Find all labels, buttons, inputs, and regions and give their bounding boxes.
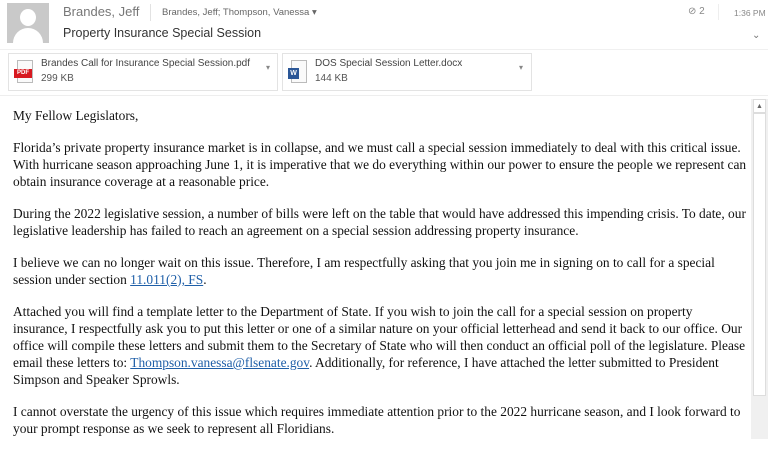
paragraph <box>13 254 749 288</box>
recipients-label: Brandes, Jeff; Thompson, Vanessa <box>162 7 310 18</box>
recipients[interactable] <box>162 7 317 18</box>
text: . Additionally, for reference, I have attached the letter submitted to President Simpson and Speaker Sprowls. <box>13 355 719 387</box>
received-time: 1:36 PM <box>734 8 766 18</box>
attachment-docx[interactable] <box>282 53 532 91</box>
attachment-count[interactable] <box>688 6 705 17</box>
chevron-down-icon: ▾ <box>311 7 317 18</box>
greeting: My Fellow Legislators, <box>13 108 139 123</box>
divider <box>0 49 768 50</box>
paragraph: Florida’s private property insurance market is in collapse, and we must call a special session immediately to deal with this critical issue. With hurricane season approaching June 1, it is imperative that we do everything within our power to ensure the people we represent can obtain insurance coverage at a reasonable price. <box>13 140 747 189</box>
paragraph: During the 2022 legislative session, a number of bills were left on the table that would have addressed this impending crisis. To date, our legislative leadership has failed to reach an agreement on a special session addressing property insurance. <box>13 206 746 238</box>
attachment-pdf[interactable] <box>8 53 278 91</box>
attachment-menu-chevron-icon[interactable]: ▾ <box>519 63 524 72</box>
vertical-scrollbar[interactable] <box>751 99 768 439</box>
email-body <box>13 107 749 452</box>
text: I believe we can no longer wait on this issue. Therefore, I am respectfully asking that you join me in signing on to call for a special session under section <box>13 255 715 287</box>
attachment-name: DOS Special Session Letter.docx <box>315 58 463 69</box>
scrollbar-thumb[interactable] <box>753 113 766 396</box>
email-subject: Property Insurance Special Session <box>63 26 262 40</box>
attachment-name: Brandes Call for Insurance Special Session.pdf <box>41 58 251 69</box>
statute-link[interactable]: 11.011(2), FS <box>130 272 204 287</box>
text: Attached you will find a template letter to the Department of State. If you wish to join the call for a special session on property insurance, I respectfully ask you to put this letter or one of a similar nature on your official letterhead and send it back to our office. Our office will compile these letters and submit them to the Secretary of State who will then conduct an official poll of the legislature. Please email these letters to: <box>13 304 746 370</box>
paragraph <box>13 303 749 388</box>
pdf-file-icon: PDF <box>14 60 34 84</box>
sender-name[interactable]: Brandes, Jeff <box>63 4 140 19</box>
divider <box>0 95 768 96</box>
attachment-menu-chevron-icon[interactable]: ▾ <box>266 63 271 72</box>
attachment-count-value: 2 <box>699 6 705 17</box>
text: . <box>203 272 207 287</box>
word-file-icon: W <box>288 60 308 84</box>
paperclip-icon: ⊘ <box>688 6 697 17</box>
paragraph: I cannot overstate the urgency of this issue which requires immediate attention prior to the 2022 hurricane season, and I look forward to your prompt response as we seek to represent all Floridians. <box>13 404 741 436</box>
email-link[interactable]: Thompson.vanessa@flsenate.gov <box>130 355 310 370</box>
divider <box>718 4 719 20</box>
scroll-up-arrow-icon[interactable]: ▲ <box>753 99 766 113</box>
expand-chevron-icon[interactable]: ⌄ <box>752 30 761 41</box>
avatar <box>7 3 49 43</box>
attachment-size: 299 KB <box>41 73 74 84</box>
divider <box>150 4 151 21</box>
attachment-size: 144 KB <box>315 73 348 84</box>
